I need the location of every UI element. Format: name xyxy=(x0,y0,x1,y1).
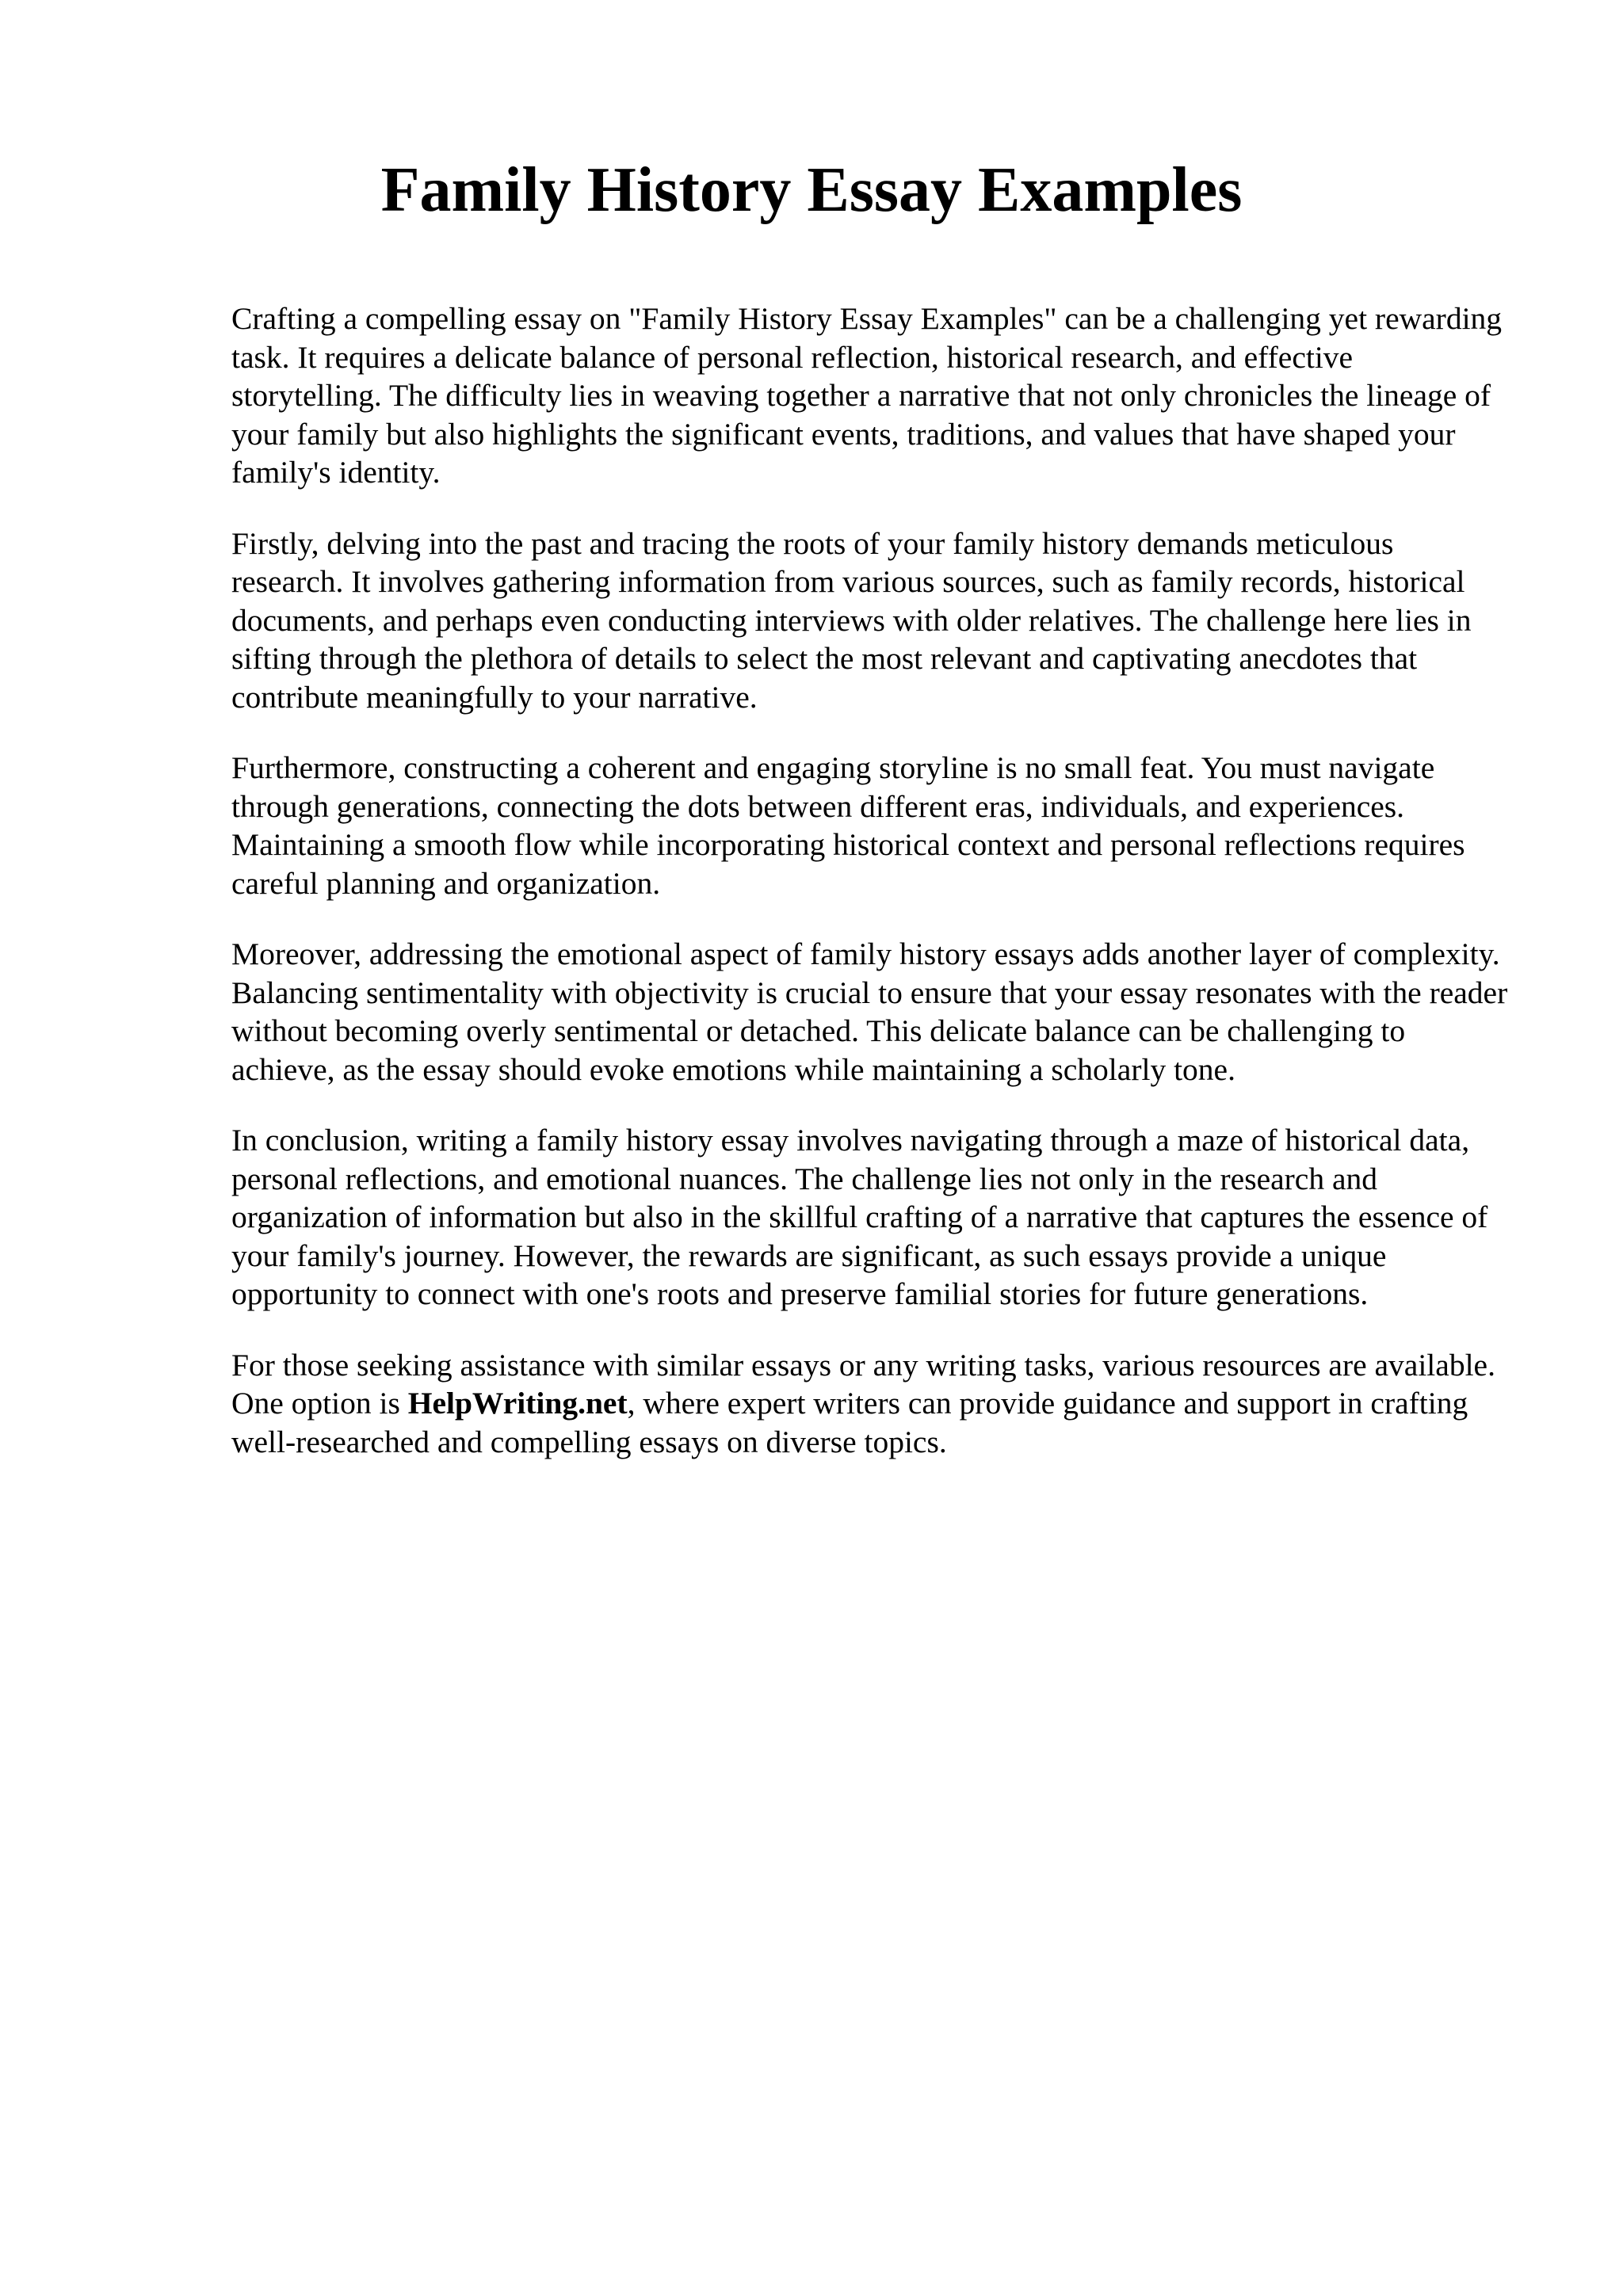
paragraph-emotional: Moreover, addressing the emotional aspect of family history essays adds another layer of complexity. Balancing sentimentality with objectivity is crucial to ensure that your essay resonates with the reader without becoming overly sentimental or detached. This delicate balance can be challenging to achieve, as the essay should evoke emotions while maintaining a scholarly tone. xyxy=(231,936,1508,1087)
page-title: Family History Essay Examples xyxy=(380,155,1243,225)
paragraph-closing xyxy=(231,1346,1509,1462)
closing-text-after: , where expert writers can provide guidance and support in crafting well-researched and compelling essays on diverse topics. xyxy=(231,1386,1468,1459)
helpwriting-link[interactable]: HelpWriting.net xyxy=(407,1386,628,1421)
paragraph-research: Firstly, delving into the past and tracing the roots of your family history demands meticulous research. It involves gathering information from various sources, such as family records, historical documents, and perhaps even conducting interviews with older relatives. The challenge here lies in sifting through the plethora of details to select the most relevant and captivating anecdotes that contribute meaningfully to your narrative. xyxy=(231,525,1472,715)
paragraph-storyline: Furthermore, constructing a coherent and engaging storyline is no small feat. You must navigate through generations, connecting the dots between different eras, individuals, and experiences. Maintaining a smooth flow while incorporating historical context and personal reflections requires careful planning and organization. xyxy=(231,750,1465,901)
essay-body xyxy=(231,299,1509,1461)
paragraph-conclusion: In conclusion, writing a family history essay involves navigating through a maze of historical data, personal reflections, and emotional nuances. The challenge lies not only in the research and organization of information but also in the skillful crafting of a narrative that captures the essence of your family's journey. However, the rewards are significant, as such essays provide a unique opportunity to connect with one's roots and preserve familial stories for future generations. xyxy=(231,1123,1488,1311)
closing-text-before: For those seeking assistance with similar essays or any writing tasks, various resources are available. One option is xyxy=(231,1347,1495,1421)
paragraph-intro: Crafting a compelling essay on "Family History Essay Examples" can be a challenging yet rewarding task. It requires a delicate balance of personal reflection, historical research, and effective storytelling. The difficulty lies in weaving together a narrative that not only chronicles the lineage of your family but also highlights the significant events, traditions, and values that have shaped your family's identity. xyxy=(231,301,1503,490)
